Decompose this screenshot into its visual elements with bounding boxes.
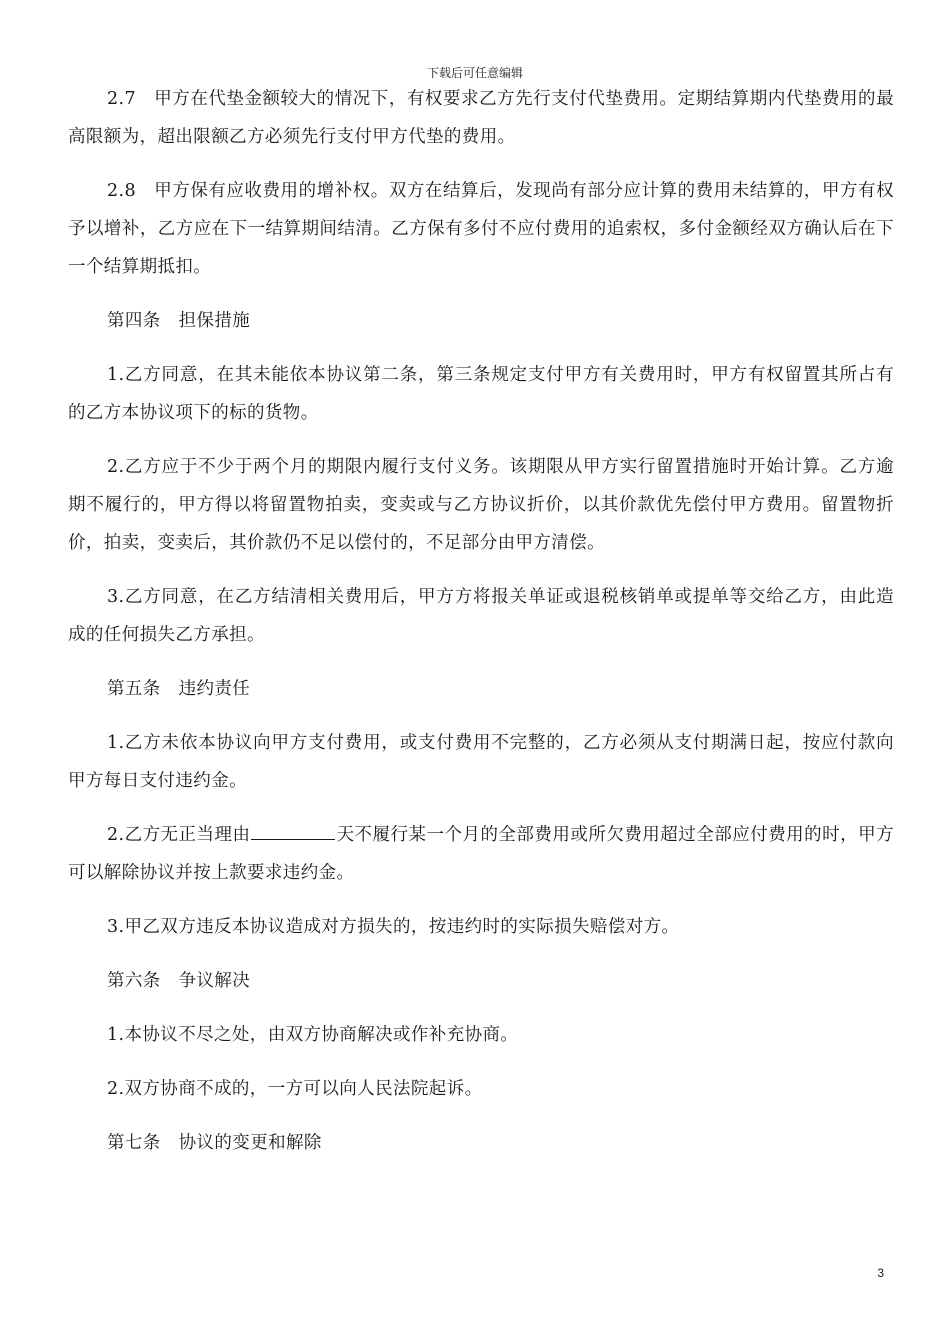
article-5-item-2: [68, 816, 894, 892]
document-body: [68, 80, 894, 1162]
clause-2-7: 2.7 甲方在代垫金额较大的情况下，有权要求乙方先行支付代垫费用。定期结算期内代垫费用的最高限额为，超出限额乙方必须先行支付甲方代垫的费用。: [68, 89, 894, 147]
article-4-title: 第四条 担保措施: [107, 311, 251, 331]
article-4-item-1: 1.乙方同意，在其未能依本协议第二条，第三条规定支付甲方有关费用时，甲方有权留置其所占有的乙方本协议项下的标的货物。: [68, 365, 894, 423]
article-4-item-3: 3.乙方同意，在乙方结清相关费用后，甲方方将报关单证或退税核销单或提单等交给乙方，由此造成的任何损失乙方承担。: [68, 587, 894, 645]
article-6-item-1: 1.本协议不尽之处，由双方协商解决或作补充协商。: [107, 1025, 519, 1045]
article-4-item-2: 2.乙方应于不少于两个月的期限内履行支付义务。该期限从甲方实行留置措施时开始计算。乙方逾期不履行的，甲方得以将留置物拍卖，变卖或与乙方协议折价，以其价款优先偿付甲方费用。留置物折价，拍卖，变卖后，其价款仍不足以偿付的，不足部分由甲方清偿。: [68, 457, 894, 553]
header-note: 下载后可任意编辑: [426, 66, 523, 80]
article-6-title: 第六条 争议解决: [107, 971, 251, 991]
clause-2-8: 2.8 甲方保有应收费用的增补权。双方在结算后，发现尚有部分应计算的费用未结算的，甲方有权予以增补，乙方应在下一结算期间结清。乙方保有多付不应付费用的追索权，多付金额经双方确认后在下一个结算期抵扣。: [68, 181, 894, 277]
article-5-item-1: 1.乙方未依本协议向甲方支付费用，或支付费用不完整的，乙方必须从支付期满日起，按应付款向甲方每日支付违约金。: [68, 733, 894, 791]
article-5-item-2-before: 2.乙方无正当理由: [107, 825, 251, 845]
article-6-item-2: 2.双方协商不成的，一方可以向人民法院起诉。: [107, 1079, 483, 1099]
article-5-item-2-after: 天不履行某一个月的全部费用或所欠费用超过全部应付费用的时，甲方可以解除协议并按上款要求违约金。: [68, 825, 895, 883]
blank-days-field: [251, 817, 335, 840]
page-number: 3: [877, 1266, 884, 1280]
article-7-title: 第七条 协议的变更和解除: [107, 1133, 322, 1153]
article-5-item-3: 3.甲乙双方违反本协议造成对方损失的，按违约时的实际损失赔偿对方。: [107, 917, 680, 937]
article-5-title: 第五条 违约责任: [107, 679, 251, 699]
